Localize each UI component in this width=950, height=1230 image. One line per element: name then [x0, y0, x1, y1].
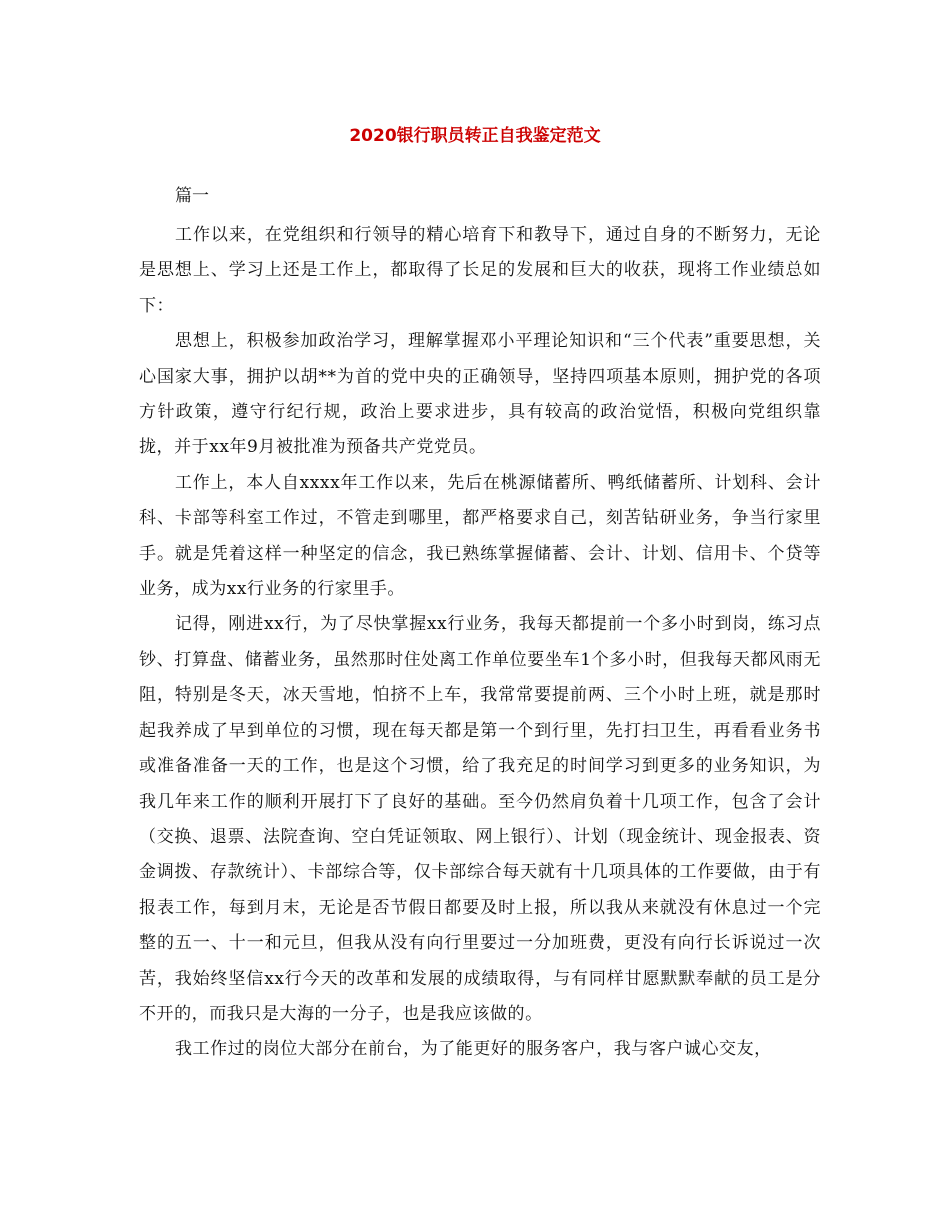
section-label: 篇一: [175, 186, 209, 206]
document-title: 2020银行职员转正自我鉴定范文: [349, 126, 601, 146]
document-body: [139, 179, 821, 1068]
paragraph-work: 工作上，本人自xxxx年工作以来，先后在桃源储蓄所、鸭纸储蓄所、计划科、会计科、卡部等科室工作过，不管走到哪里，都严格要求自己，刻苦钻研业务，争当行家里手。就是凭着这样一种坚定的信念，我已熟练掌握储蓄、会计、计划、信用卡、个贷等业务，成为xx行业务的行家里手。: [139, 472, 821, 600]
paragraph-customer-service: 我工作过的岗位大部分在前台，为了能更好的服务客户，我与客户诚心交友，: [175, 1039, 772, 1060]
paragraph-memory: 记得，刚进xx行，为了尽快掌握xx行业务，我每天都提前一个多小时到岗，练习点钞、打算盘、储蓄业务，虽然那时住处离工作单位要坐车1个多小时，但我每天都风雨无阻，特别是冬天，冰天雪地，怕挤不上车，我常常要提前两、三个小时上班，就是那时起我养成了早到单位的习惯，现在每天都是第一个到行里，先打扫卫生，再看看业务书或准备准备一天的工作，也是这个习惯，给了我充足的时间学习到更多的业务知识，为我几年来工作的顺利开展打下了良好的基础。至今仍然肩负着十几项工作，包含了会计（交换、退票、法院查询、空白凭证领取、网上银行）、计划（现金统计、现金报表、资金调拨、存款统计）、卡部综合等，仅卡部综合每天就有十几项具体的工作要做，由于有报表工作，每到月末，无论是否节假日都要及时上报，所以我从来就没有休息过一个完整的五一、十一和元旦，但我从没有向行里要过一分加班费，更没有向行长诉说过一次苦，我始终坚信xx行今天的改革和发展的成绩取得，与有同样甘愿默默奉献的员工是分不开的，而我只是大海的一分子，也是我应该做的。: [139, 614, 821, 1024]
paragraph-intro: 工作以来，在党组织和行领导的精心培育下和教导下，通过自身的不断努力，无论是思想上、学习上还是工作上，都取得了长足的发展和巨大的收获，现将工作业绩总如下：: [139, 225, 821, 316]
paragraph-ideology: 思想上，积极参加政治学习，理解掌握邓小平理论知识和“三个代表”重要思想，关心国家大事，拥护以胡**为首的党中央的正确领导，坚持四项基本原则，拥护党的各项方针政策，遵守行纪行规，政治上要求进步，具有较高的政治觉悟，积极向党组织靠拢，并于xx年9月被批准为预备共产党党员。: [139, 331, 821, 458]
